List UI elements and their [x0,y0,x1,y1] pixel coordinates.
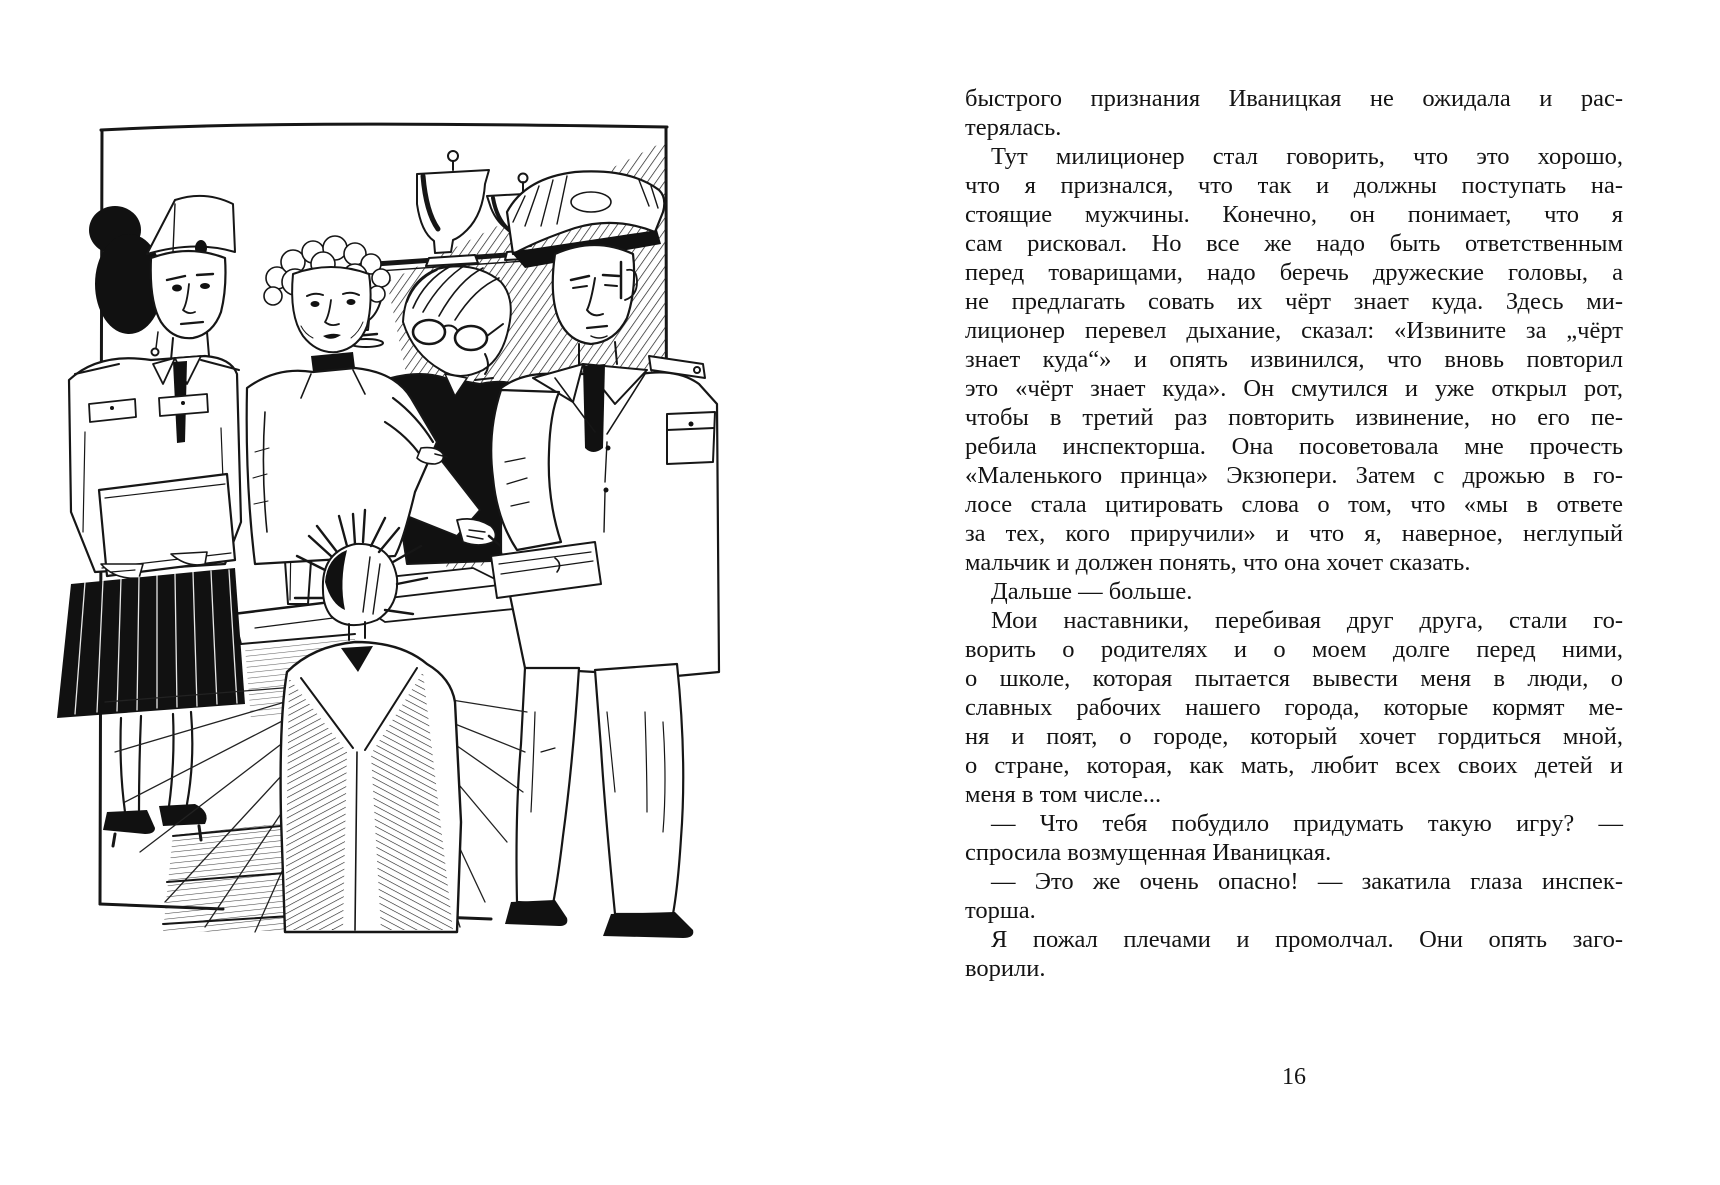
text-line: — Это же очень опасно! — закатила глаза инспек- [991,868,1623,895]
text-line: Дальше — больше. [991,578,1193,605]
text-line: ворили. [965,955,1046,982]
text-line: «Маленького принца» Экзюпери. Затем с дрожью в го- [965,462,1623,489]
text-line: терялась. [965,114,1062,141]
text-line: чтобы в третий раз повторить извинение, но его пе- [965,404,1623,431]
text-line: ребила инспекторша. Она посоветовала мне прочесть [965,433,1623,460]
text-line: знает куда“» и опять извинился, что вновь повторил [965,346,1623,373]
text-line: что я признался, что так и должны поступать на- [965,172,1623,199]
text-line: ня и поят, о городе, который хочет гордиться мной, [965,723,1623,750]
text-line: стоящие мужчины. Конечно, он понимает, что я [965,201,1623,228]
text-line: мальчик и должен понять, что она хочет сказать. [965,549,1471,576]
policewoman-figure [57,196,245,846]
text-line: ворить о родителях и о моем долге перед ними, [965,636,1623,663]
page-text [965,84,1623,983]
paragraph [965,867,1623,925]
text-line: лиционер перевел дыхание, сказал: «Извините за „чёрт [965,317,1623,344]
text-line: это «чёрт знает куда». Он смутился и уже открыл рот, [965,375,1623,402]
text-line: перед товарищами, надо беречь дружеские головы, а [965,259,1623,286]
text-line: торша. [965,897,1036,924]
text-line: Я пожал плечами и промолчал. Они опять заго- [991,926,1623,953]
book-illustration [55,112,725,947]
text-line: не предлагать совать их чёрт знает куда. Здесь ми- [965,288,1623,315]
paragraph [965,925,1623,983]
text-line: сам рисковал. Но все же надо быть ответственным [965,230,1623,257]
paragraph [965,809,1623,867]
text-line: Тут милиционер стал говорить, что это хорошо, [991,143,1623,170]
paragraph [965,84,1623,142]
paragraph [965,577,1623,606]
text-line: Мои наставники, перебивая друг друга, стали го- [991,607,1623,634]
text-line: спросила возмущенная Иваницкая. [965,839,1332,866]
paragraph [965,606,1623,809]
text-line: меня в том числе... [965,781,1162,808]
text-line: славных рабочих нашего города, которые кормят ме- [965,694,1623,721]
text-line: лосе стала цитировать слова о том, что «мы в ответе [965,491,1623,518]
text-line: — Что тебя побудило придумать такую игру? — [991,810,1623,837]
paragraph [965,142,1623,577]
page-number: 16 [1282,1064,1306,1090]
text-line: о школе, которая пытается вывести меня в люди, о [965,665,1623,692]
text-line: быстрого признания Иваницкая не ожидала и рас- [965,85,1623,112]
text-line: за тех, кого приручили» и что я, наверное, неглупый [965,520,1623,547]
text-line: о стране, которая, как мать, любит всех своих детей и [965,752,1623,779]
